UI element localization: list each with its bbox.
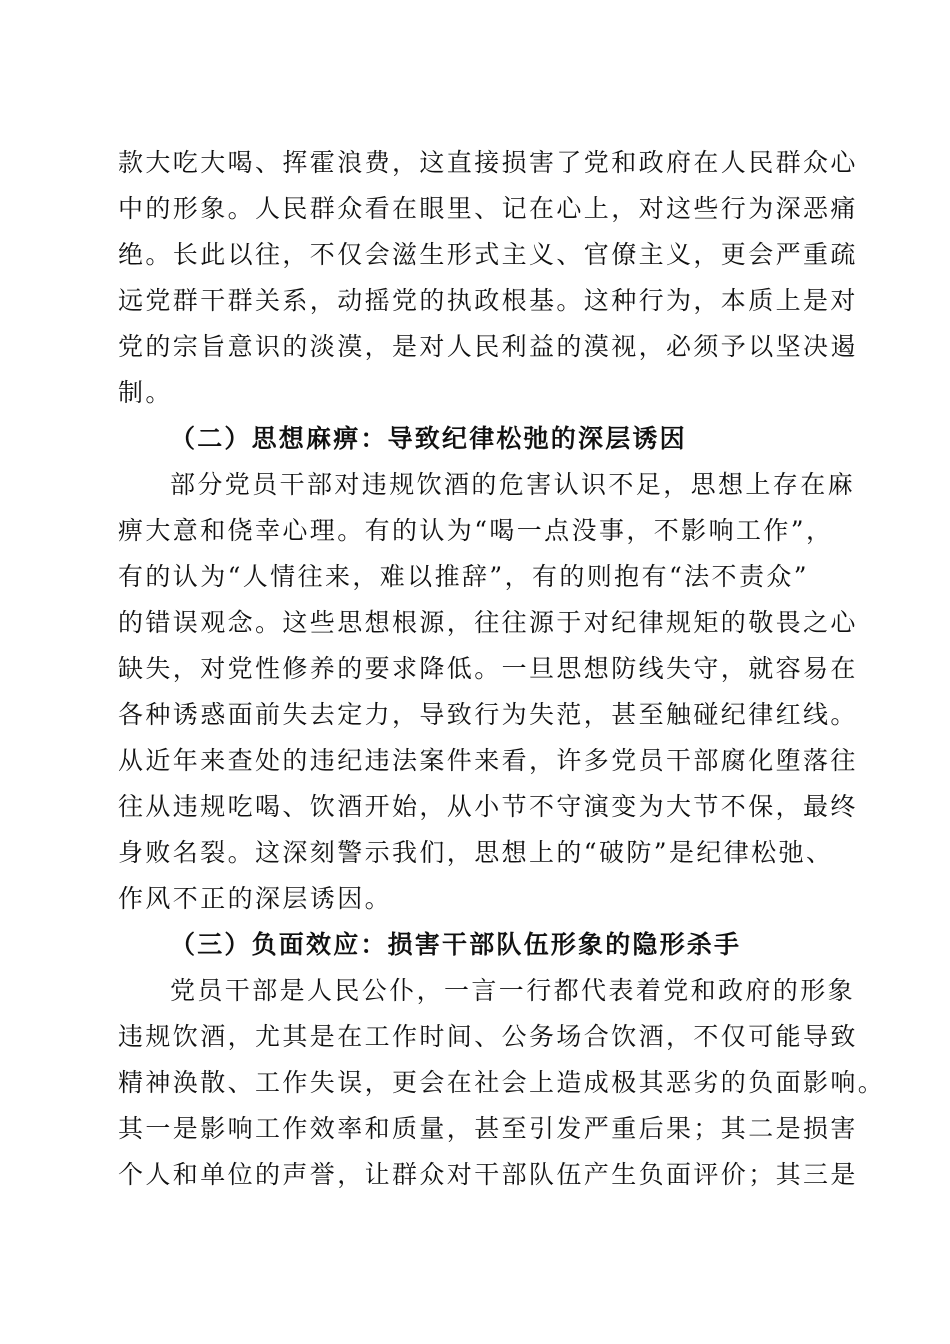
body-text-line: 缺失，对党性修养的要求降低。一旦思想防线失守，就容易在 bbox=[118, 654, 858, 683]
body-text-line: 精神涣散、工作失误，更会在社会上造成极其恶劣的负面影响。 bbox=[118, 1068, 886, 1097]
body-text-line: 远党群干群关系，动摇党的执政根基。这种行为，本质上是对 bbox=[118, 286, 858, 315]
body-text-line: 违规饮酒，尤其是在工作时间、公务场合饮酒，不仅可能导致 bbox=[118, 1022, 858, 1051]
body-text-line: 绝。长此以往，不仅会滋生形式主义、官僚主义，更会严重疏 bbox=[118, 240, 858, 269]
body-text-line: 往从违规吃喝、饮酒开始，从小节不守演变为大节不保，最终 bbox=[118, 792, 858, 821]
body-text-line: 的错误观念。这些思想根源，往往源于对纪律规矩的敬畏之心 bbox=[118, 608, 858, 637]
body-text-line: 作风不正的深层诱因。 bbox=[118, 884, 393, 913]
body-text-line: 其一是影响工作效率和质量，甚至引发严重后果；其二是损害 bbox=[118, 1114, 858, 1143]
body-text-line: 制。 bbox=[118, 378, 173, 407]
body-text-line: 有的认为“人情往来，难以推辞”，有的则抱有“法不责众” bbox=[118, 562, 809, 591]
body-text-line: 个人和单位的声誉，让群众对干部队伍产生负面评价；其三是 bbox=[118, 1160, 858, 1189]
body-text-line: 党的宗旨意识的淡漠，是对人民利益的漠视，必须予以坚决遏 bbox=[118, 332, 858, 361]
paragraph-first-line: 党员干部是人民公仆，一言一行都代表着党和政府的形象 bbox=[170, 976, 856, 1005]
body-text-line: 身败名裂。这深刻警示我们，思想上的“破防”是纪律松弛、 bbox=[118, 838, 834, 867]
body-text-line: 中的形象。人民群众看在眼里、记在心上，对这些行为深恶痛 bbox=[118, 194, 858, 223]
document-body bbox=[118, 140, 886, 1198]
section-heading-3: （三）负面效应：损害干部队伍形象的隐形杀手 bbox=[170, 930, 742, 959]
body-text-line: 各种诱惑面前失去定力，导致行为失范，甚至触碰纪律红线。 bbox=[118, 700, 858, 729]
body-text-line: 痹大意和侥幸心理。有的认为“喝一点没事，不影响工作”， bbox=[118, 516, 834, 545]
body-text-line: 款大吃大喝、挥霍浪费，这直接损害了党和政府在人民群众心 bbox=[118, 148, 858, 177]
section-heading-2: （二）思想麻痹：导致纪律松弛的深层诱因 bbox=[170, 424, 687, 453]
body-text-line: 从近年来查处的违纪违法案件来看，许多党员干部腐化堕落往 bbox=[118, 746, 858, 775]
paragraph-first-line: 部分党员干部对违规饮酒的危害认识不足，思想上存在麻 bbox=[170, 470, 856, 499]
